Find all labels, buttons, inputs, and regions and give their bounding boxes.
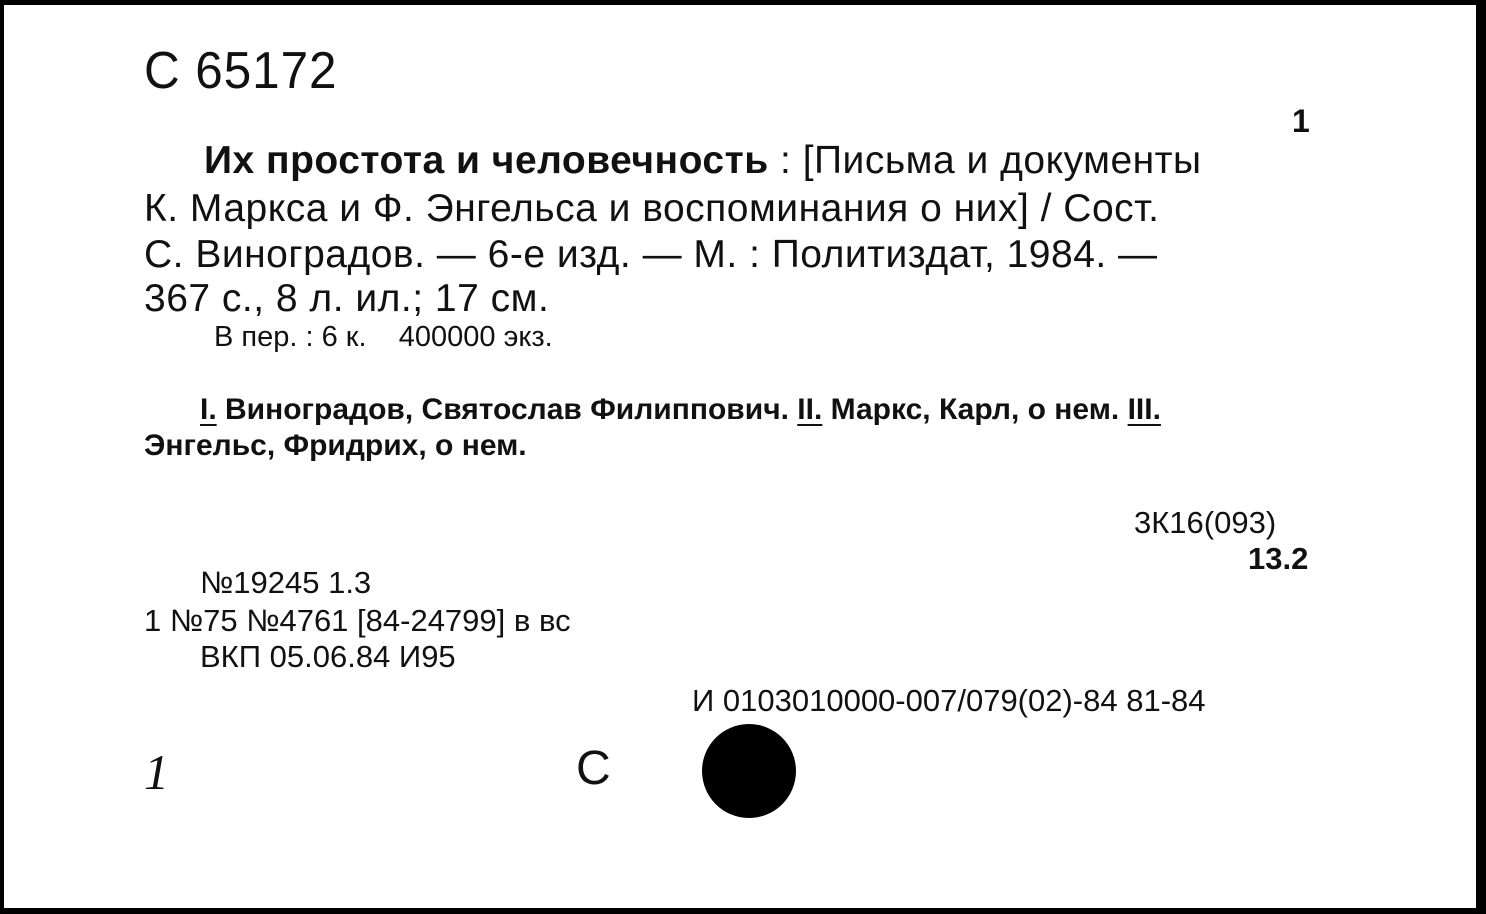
subject-2-text: Маркс, Карл, о нем. [822, 393, 1128, 426]
tech-line-2: 1 №75 №4761 [84-24799] в вс [144, 603, 571, 638]
subject-line-2: Энгельс, Фридрих, о нем. [144, 429, 527, 462]
classification-code-2: 13.2 [1248, 541, 1309, 576]
index-line: И 0103010000-007/079(02)-84 81-84 [692, 683, 1206, 718]
title-continuation: : [Письма и документы [768, 139, 1202, 182]
subject-1-text: Виноградов, Святослав Филиппович. [216, 393, 798, 426]
catalog-card [4, 5, 1476, 908]
card-number: 1 [1292, 103, 1310, 139]
book-title: Их простота и человечность [204, 139, 769, 182]
price-line: В пер. : 6 к. 400000 экз. [214, 321, 553, 353]
description-line-4: 367 с., 8 л. ил.; 17 см. [144, 277, 550, 320]
tech-line-3: ВКП 05.06.84 И95 [200, 639, 456, 674]
description-line-2: К. Маркса и Ф. Энгельса и воспоминания о них] / Сост. [144, 187, 1160, 230]
subject-2-number: II. [797, 393, 823, 426]
tech-line-1: №19245 1.3 [200, 565, 372, 600]
subject-1-number: I. [200, 393, 217, 426]
handwritten-mark: 1 [144, 744, 169, 800]
subject-line-1 [200, 395, 1161, 425]
call-number: С 65172 [144, 42, 338, 100]
bottom-letter: С [576, 742, 611, 795]
classification-code: 3К16(093) [1134, 505, 1277, 540]
subject-3-number: III. [1127, 393, 1161, 426]
description-line-3: С. Виноградов. — 6-е изд. — М. : Политиздат, 1984. — [144, 233, 1158, 276]
punch-hole [702, 724, 796, 818]
title-line [204, 141, 1202, 180]
